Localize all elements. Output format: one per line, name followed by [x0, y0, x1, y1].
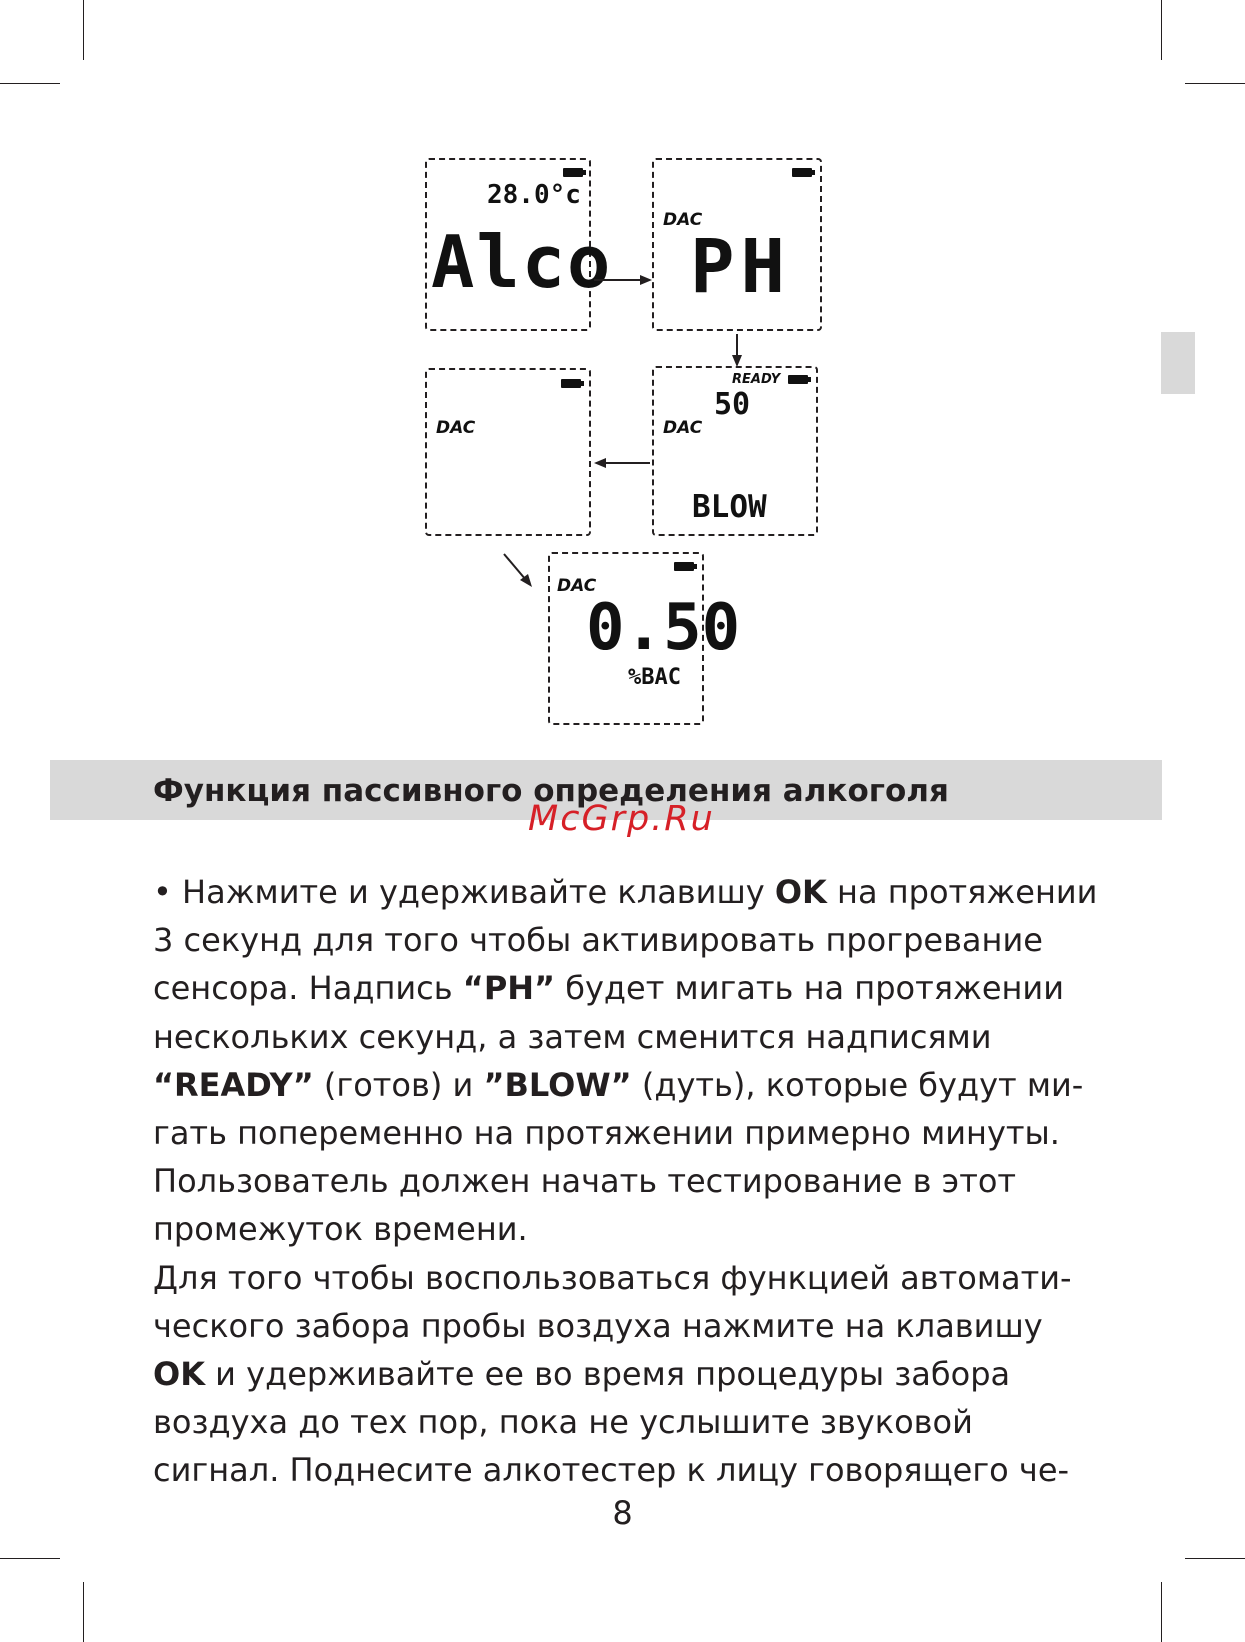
crop-mark [83, 1582, 84, 1642]
text-line [153, 964, 1153, 1012]
unit-label: DAC [557, 576, 597, 596]
arrow-right-icon [592, 270, 654, 290]
battery-icon [561, 379, 581, 388]
status-text: PH [690, 224, 792, 310]
crop-mark [83, 0, 84, 60]
unit-label: DAC [663, 418, 703, 438]
mode-label: Alco [431, 220, 613, 304]
text-run: будет мигать на протяжении [555, 969, 1065, 1008]
lcd-screen-ready [652, 366, 818, 536]
text-line [153, 1350, 1153, 1398]
text-run: на протяжении [826, 873, 1098, 911]
text-run-bold: ”BLOW” [483, 1065, 632, 1104]
crop-mark [1185, 83, 1245, 84]
crop-mark [1185, 1558, 1245, 1559]
section-heading: Функция пассивного определения алкоголя [153, 773, 949, 809]
crop-mark [0, 1558, 60, 1559]
page-number: 8 [612, 1494, 633, 1532]
battery-icon [788, 375, 808, 384]
text-line: 3 секунд для того чтобы активировать прогревание [153, 921, 1043, 960]
text-line: Для того чтобы воспользоваться функцией автомати- [153, 1258, 1072, 1297]
crop-mark [1161, 1582, 1162, 1642]
text-line: сигнал. Поднесите алкотестер к лицу говорящего че- [153, 1451, 1070, 1490]
body-paragraph [153, 868, 1153, 1494]
text-line: нескольких секунд, а затем сменится надписями [153, 1017, 992, 1056]
text-line [153, 868, 1153, 916]
arrow-diagonal-icon [500, 550, 534, 588]
lcd-screen-result [548, 552, 741, 725]
battery-icon [674, 562, 694, 571]
blow-prompt: BLOW [692, 489, 767, 525]
crop-mark [1161, 0, 1162, 60]
text-line: воздуха до тех пор, пока не услышите звуковой [153, 1403, 973, 1442]
lcd-screen-blank [425, 368, 591, 536]
text-line: ческого забора пробы воздуха нажмите на клавишу [153, 1306, 1043, 1345]
lcd-screen-alco [425, 158, 613, 331]
battery-icon [792, 168, 812, 177]
text-run-bold: “PH” [462, 969, 556, 1008]
unit-label: DAC [436, 418, 476, 438]
text-run: сенсора. Надпись [153, 969, 463, 1008]
page-edge-tab [1161, 332, 1195, 394]
text-run-bold: OK [774, 873, 827, 911]
battery-icon [563, 168, 583, 177]
text-run: • Нажмите и удерживайте клавишу [153, 873, 775, 911]
ready-label: READY [732, 372, 781, 387]
text-run-bold: OK [153, 1354, 205, 1393]
text-line [153, 1061, 1153, 1109]
text-line: Пользователь должен начать тестирование в этот [153, 1162, 1017, 1201]
arrow-down-icon [727, 332, 747, 368]
bac-reading: 0.50 [586, 591, 741, 665]
crop-mark [0, 83, 60, 84]
arrow-left-icon [592, 453, 652, 473]
text-run: и удерживайте ее во время процедуры забора [205, 1354, 1011, 1393]
text-run: (готов) и [313, 1065, 484, 1104]
countdown-readout: 50 [714, 387, 751, 422]
lcd-screen-ph [652, 158, 822, 331]
unit-label: DAC [663, 210, 703, 230]
text-run: (дуть), которые будут ми- [631, 1065, 1084, 1104]
text-run-bold: “READY” [153, 1065, 314, 1104]
bac-unit: %BAC [628, 665, 681, 690]
temperature-readout: 28.0°c [487, 180, 581, 210]
text-line: промежуток времени. [153, 1210, 528, 1249]
watermark: McGrp.Ru [528, 799, 715, 839]
text-line: гать попеременно на протяжении примерно минуты. [153, 1113, 1060, 1152]
